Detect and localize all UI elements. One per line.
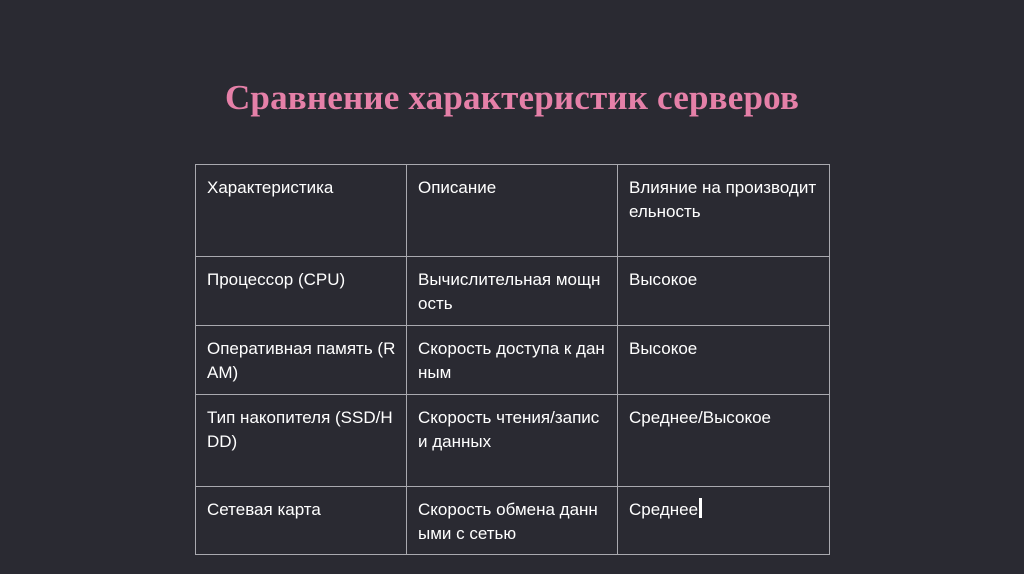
- table-cell[interactable]: Тип накопителя (SSD/HDD): [196, 395, 407, 487]
- text-cursor: [699, 498, 702, 518]
- table-row: [196, 257, 830, 326]
- table-cell[interactable]: Среднее/Высокое: [618, 395, 830, 487]
- table-cell-editing[interactable]: [618, 487, 830, 555]
- table-cell[interactable]: Оперативная память (RAM): [196, 326, 407, 395]
- header-cell-description[interactable]: Описание: [407, 165, 618, 257]
- table-cell[interactable]: Скорость чтения/записи данных: [407, 395, 618, 487]
- slide-title: Сравнение характеристик серверов: [224, 78, 800, 117]
- table-row: [196, 326, 830, 395]
- table-cell[interactable]: Высокое: [618, 257, 830, 326]
- table-cell[interactable]: Высокое: [618, 326, 830, 395]
- table-cell[interactable]: Сетевая карта: [196, 487, 407, 555]
- table-cell[interactable]: Скорость доступа к данным: [407, 326, 618, 395]
- table-header-row: [196, 165, 830, 257]
- server-comparison-table: [195, 164, 830, 555]
- header-cell-characteristic[interactable]: Характеристика: [196, 165, 407, 257]
- table-row: [196, 395, 830, 487]
- table-cell-text: Среднее: [629, 500, 699, 519]
- table-cell[interactable]: Скорость обмена данными с сетью: [407, 487, 618, 555]
- table-cell[interactable]: Вычислительная мощность: [407, 257, 618, 326]
- table-row: [196, 487, 830, 555]
- table-cell[interactable]: Процессор (CPU): [196, 257, 407, 326]
- header-cell-impact[interactable]: Влияние на производительность: [618, 165, 830, 257]
